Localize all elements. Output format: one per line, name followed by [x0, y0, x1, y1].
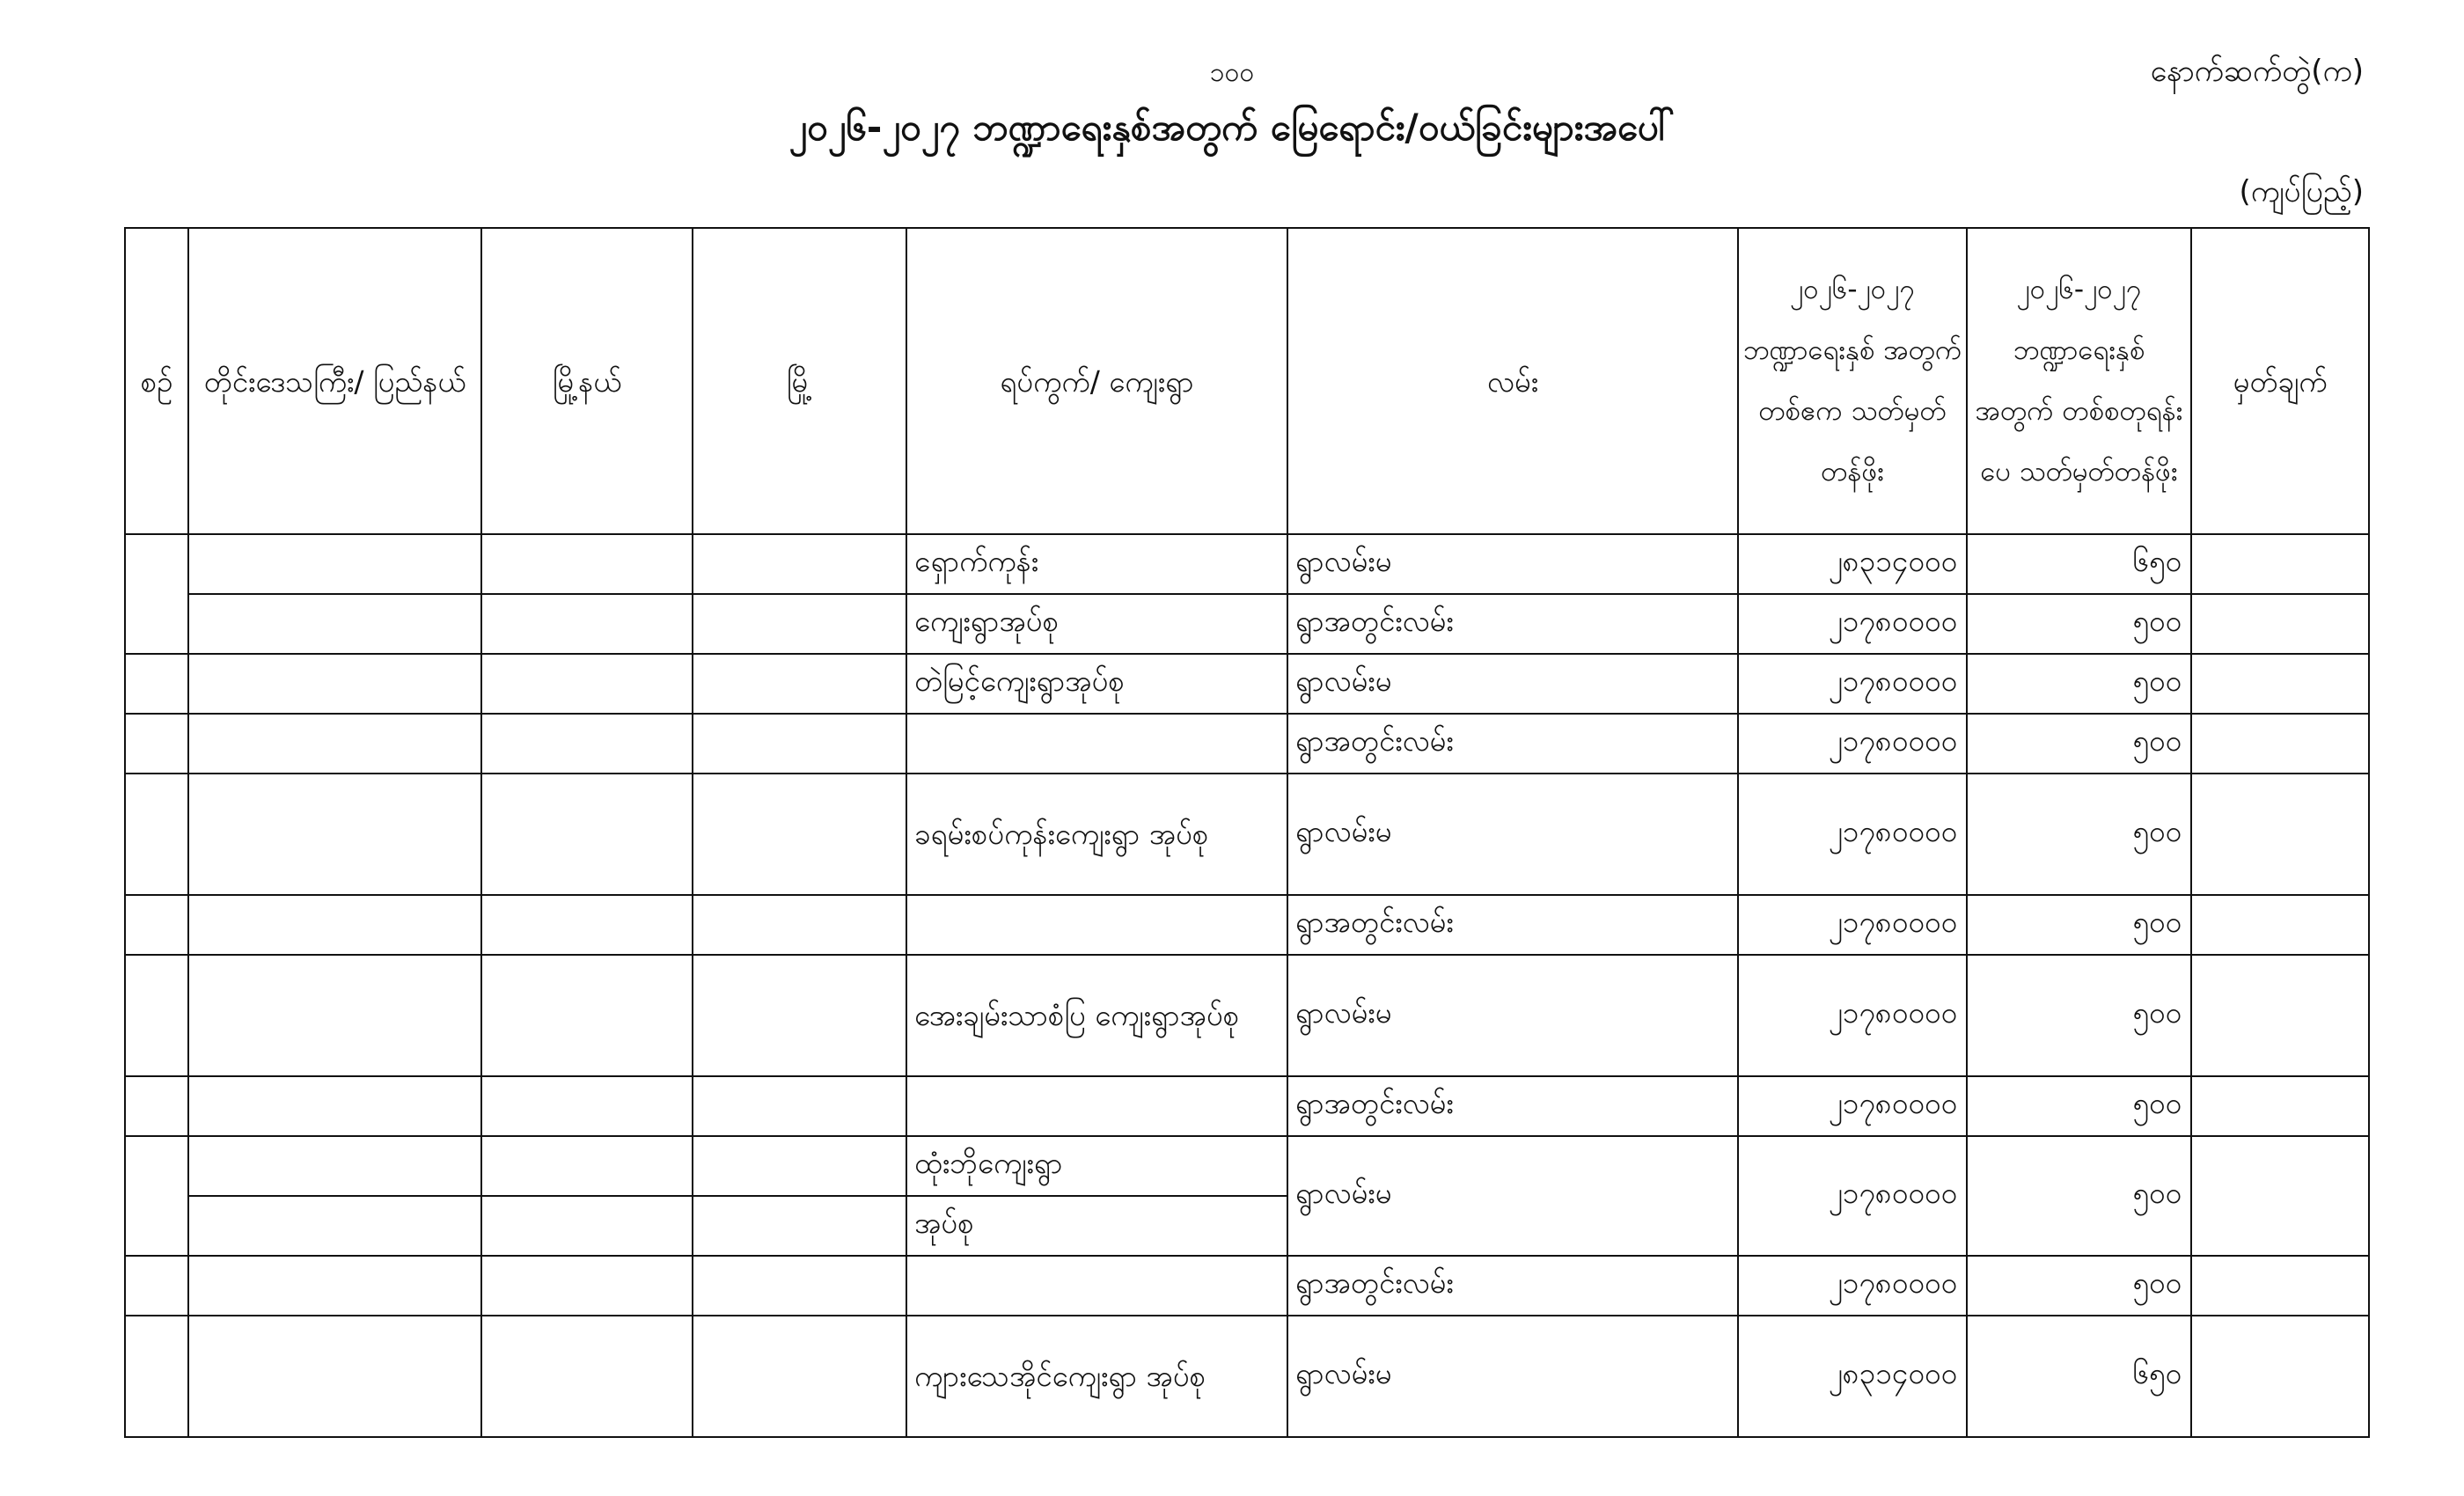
table-row [125, 1136, 2369, 1196]
serial-cell [125, 534, 188, 654]
value-per-acre-cell: ၂၁၇၈၀၀၀၀ [1738, 654, 1967, 714]
region-cell [188, 1076, 481, 1136]
value-per-sqft-cell: ၅၀၀ [1967, 774, 2191, 895]
ward-cell: တဲမြင့်ကျေးရွာအုပ်စု [906, 654, 1287, 714]
value-per-acre-cell: ၂၈၃၁၄၀၀၀ [1738, 1316, 1967, 1437]
ward-cell [906, 714, 1287, 774]
header-value-per-sqft: ၂၀၂၆-၂၀၂၇ ဘဏ္ဍာရေးနှစ် အတွက် တစ်စတုရန်းပေ သတ်မှတ်တန်ဖိုး [1967, 228, 2191, 534]
value-per-acre-cell: ၂၁၇၈၀၀၀၀ [1738, 594, 1967, 654]
township-cell [481, 1076, 693, 1136]
table-row [125, 895, 2369, 955]
value-per-sqft-cell: ၅၀၀ [1967, 594, 2191, 654]
value-per-sqft-cell: ၅၀၀ [1967, 1256, 2191, 1316]
ward-cell: အုပ်စု [906, 1196, 1287, 1256]
serial-cell [125, 1256, 188, 1316]
land-value-table [124, 227, 2370, 1438]
serial-cell [125, 1136, 188, 1256]
value-per-sqft-cell: ၅၀၀ [1967, 714, 2191, 774]
township-cell [481, 774, 693, 895]
value-per-sqft-cell: ၅၀၀ [1967, 654, 2191, 714]
table-row [125, 955, 2369, 1076]
township-cell [481, 955, 693, 1076]
town-cell [693, 594, 906, 654]
serial-cell [125, 654, 188, 714]
region-cell [188, 534, 481, 594]
road-cell: ရွာအတွင်းလမ်း [1287, 1256, 1738, 1316]
table-row [125, 1316, 2369, 1437]
town-cell [693, 1076, 906, 1136]
table-header-row [125, 228, 2369, 534]
region-cell [188, 1196, 481, 1256]
remarks-cell [2191, 774, 2369, 895]
town-cell [693, 714, 906, 774]
township-cell [481, 1316, 693, 1437]
table-row [125, 1256, 2369, 1316]
table-row [125, 654, 2369, 714]
road-cell: ရွာလမ်းမ [1287, 654, 1738, 714]
town-cell [693, 654, 906, 714]
value-per-sqft-cell: ၅၀၀ [1967, 1136, 2191, 1256]
road-cell: ရွာလမ်းမ [1287, 955, 1738, 1076]
serial-cell [125, 895, 188, 955]
remarks-cell [2191, 1256, 2369, 1316]
ward-cell [906, 1256, 1287, 1316]
region-cell [188, 1256, 481, 1316]
header-ward-village: ရပ်ကွက်/ ကျေးရွာ [906, 228, 1287, 534]
region-cell [188, 594, 481, 654]
table-row [125, 594, 2369, 654]
ward-cell: အေးချမ်းသာစံပြ ကျေးရွာအုပ်စု [906, 955, 1287, 1076]
remarks-cell [2191, 1076, 2369, 1136]
table-row [125, 714, 2369, 774]
ward-cell: ကျေးရွာအုပ်စု [906, 594, 1287, 654]
value-per-sqft-cell: ၅၀၀ [1967, 955, 2191, 1076]
ward-cell [906, 895, 1287, 955]
region-cell [188, 654, 481, 714]
region-cell [188, 774, 481, 895]
value-per-acre-cell: ၂၁၇၈၀၀၀၀ [1738, 955, 1967, 1076]
region-cell [188, 1136, 481, 1196]
header-value-per-acre: ၂၀၂၆-၂၀၂၇ ဘဏ္ဍာရေးနှစ် အတွက် တစ်ဧက သတ်မှတ်တန်ဖိုး [1738, 228, 1967, 534]
table-row [125, 774, 2369, 895]
value-per-sqft-cell: ၅၀၀ [1967, 895, 2191, 955]
table-row [125, 1076, 2369, 1136]
remarks-cell [2191, 895, 2369, 955]
remarks-cell [2191, 654, 2369, 714]
road-cell: ရွာအတွင်းလမ်း [1287, 1076, 1738, 1136]
value-per-acre-cell: ၂၁၇၈၀၀၀၀ [1738, 714, 1967, 774]
serial-cell [125, 955, 188, 1076]
township-cell [481, 714, 693, 774]
ward-cell: ကျားသေအိုင်ကျေးရွာ အုပ်စု [906, 1316, 1287, 1437]
page-number: ၁၀၀ [1209, 57, 1255, 88]
region-cell [188, 1316, 481, 1437]
remarks-cell [2191, 594, 2369, 654]
remarks-cell [2191, 1316, 2369, 1437]
remarks-cell [2191, 534, 2369, 594]
township-cell [481, 1136, 693, 1196]
header-serial: စဉ် [125, 228, 188, 534]
header-town: မြို့ [693, 228, 906, 534]
road-cell: ရွာအတွင်းလမ်း [1287, 895, 1738, 955]
value-per-acre-cell: ၂၁၇၈၀၀၀၀ [1738, 1136, 1967, 1256]
town-cell [693, 534, 906, 594]
road-cell: ရွာအတွင်းလမ်း [1287, 594, 1738, 654]
remarks-cell [2191, 714, 2369, 774]
road-cell: ရွာလမ်းမ [1287, 1316, 1738, 1437]
town-cell [693, 1256, 906, 1316]
township-cell [481, 895, 693, 955]
header-township: မြို့နယ် [481, 228, 693, 534]
town-cell [693, 1136, 906, 1196]
currency-unit-label: (ကျပ်ပြည့်) [2239, 174, 2364, 209]
township-cell [481, 594, 693, 654]
region-cell [188, 895, 481, 955]
town-cell [693, 895, 906, 955]
serial-cell [125, 714, 188, 774]
header-remarks: မှတ်ချက် [2191, 228, 2369, 534]
ward-cell: ခရမ်းစပ်ကုန်းကျေးရွာ အုပ်စု [906, 774, 1287, 895]
table-row [125, 534, 2369, 594]
road-cell: ရွာလမ်းမ [1287, 774, 1738, 895]
remarks-cell [2191, 955, 2369, 1076]
serial-cell [125, 1076, 188, 1136]
header-region: တိုင်းဒေသကြီး/ ပြည်နယ် [188, 228, 481, 534]
remarks-cell [2191, 1136, 2369, 1256]
value-per-sqft-cell: ၆၅၀ [1967, 1316, 2191, 1437]
value-per-sqft-cell: ၅၀၀ [1967, 1076, 2191, 1136]
township-cell [481, 1256, 693, 1316]
town-cell [693, 1196, 906, 1256]
serial-cell [125, 774, 188, 895]
road-cell: ရွာအတွင်းလမ်း [1287, 714, 1738, 774]
region-cell [188, 955, 481, 1076]
document-title: ၂၀၂၆-၂၀၂၇ ဘဏ္ဍာရေးနှစ်အတွက် မြေရောင်း/ဝယ်ခြင်းများအပေါ် [788, 106, 1676, 149]
road-cell: ရွာလမ်းမ [1287, 534, 1738, 594]
header-road: လမ်း [1287, 228, 1738, 534]
value-per-acre-cell: ၂၁၇၈၀၀၀၀ [1738, 895, 1967, 955]
value-per-acre-cell: ၂၁၇၈၀၀၀၀ [1738, 1076, 1967, 1136]
value-per-sqft-cell: ၆၅၀ [1967, 534, 2191, 594]
region-cell [188, 714, 481, 774]
township-cell [481, 654, 693, 714]
ward-cell: ထုံးဘိုကျေးရွာ [906, 1136, 1287, 1196]
serial-cell [125, 1316, 188, 1437]
value-per-acre-cell: ၂၁၇၈၀၀၀၀ [1738, 774, 1967, 895]
road-cell: ရွာလမ်းမ [1287, 1136, 1738, 1256]
town-cell [693, 774, 906, 895]
annex-label: နောက်ဆက်တွဲ(က) [2150, 54, 2364, 89]
township-cell [481, 534, 693, 594]
town-cell [693, 1316, 906, 1437]
ward-cell [906, 1076, 1287, 1136]
value-per-acre-cell: ၂၈၃၁၄၀၀၀ [1738, 534, 1967, 594]
value-per-acre-cell: ၂၁၇၈၀၀၀၀ [1738, 1256, 1967, 1316]
town-cell [693, 955, 906, 1076]
ward-cell: ရှောက်ကုန်း [906, 534, 1287, 594]
township-cell [481, 1196, 693, 1256]
